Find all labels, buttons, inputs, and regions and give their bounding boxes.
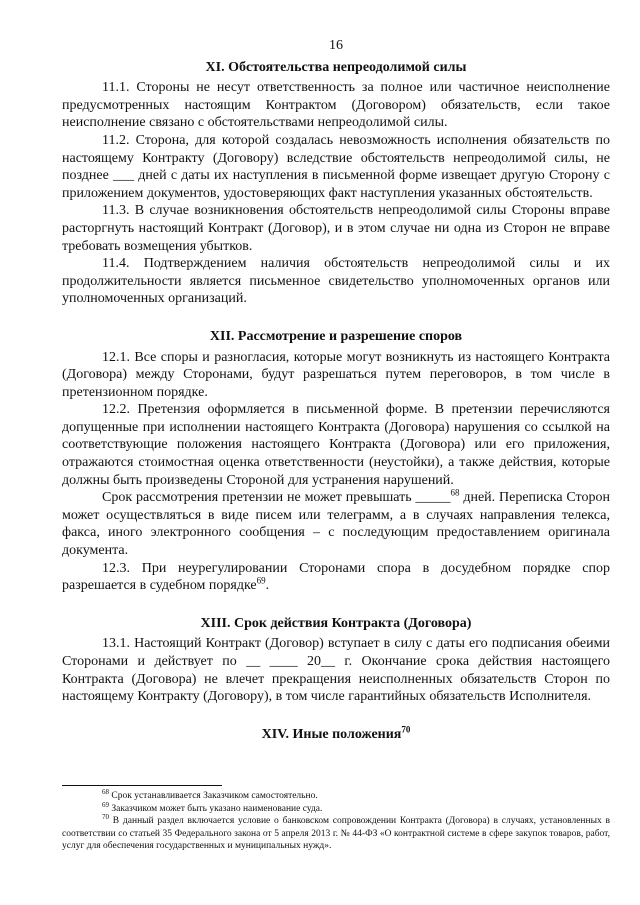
clause-12-3-end: . (265, 578, 270, 594)
clause-12-3 (62, 560, 610, 595)
clause-12-2: 12.2. Претензия оформляется в письменной форме. В претензии перечисляются допущенные при исполнении настоящего Контракта (Договора) нарушения со ссылкой на соответствующие положения настоящего Контракта (Договора) или его приложения, отражаются стоимостная оценка ответственности (неустойки), а также действия, которые должны быть произведены Стороной для устранения нарушений. (62, 402, 610, 488)
footnotes (62, 785, 610, 853)
clause-11-3: 11.3. В случае возникновения обстоятельств непреодолимой силы Стороны вправе расторгнуть настоящий Контракт (Договор), и в этом случае ни одна из Сторон не вправе требовать возмещения убытков. (62, 203, 610, 254)
footnote-divider (62, 785, 222, 786)
clause-11-1: 11.1. Стороны не несут ответственность за полное или частичное неисполнение предусмотренных настоящим Контрактом (Договором) обязательств, если такое неисполнение связано с обстоятельствами непреодолимой силы. (62, 80, 610, 131)
claim-review-text-end: дней. Переписка Сторон может осуществляться в виде писем или телеграмм, а в случаях направления телекса, факса, иного электронного сообщения – с последующим предоставлением оригинала документа. (62, 490, 610, 559)
footnote-69 (62, 800, 610, 816)
footnote-68 (62, 787, 610, 803)
section-12-heading: XII. Рассмотрение и разрешение споров (209, 328, 463, 344)
page-number: 16 (329, 38, 343, 53)
footnote-text: В данный раздел включается условие о банковском сопровождении Контракта (Договора) в случаях, установленных в соответствии со статьей 35 Федерального закона от 5 апреля 2013 г. № 44-ФЗ «О контрактной системе в сфере закупок товаров, работ, услуг для обеспечения государственных и муниципальных нужд». (62, 816, 610, 851)
footnote-ref-69: 69 (256, 575, 266, 586)
footnote-text: Заказчиком может быть указано наименование суда. (109, 803, 323, 814)
claim-review-paragraph (62, 489, 610, 559)
footnote-70 (62, 812, 610, 853)
footnote-text: Срок устанавливается Заказчиком самостоятельно. (109, 791, 318, 801)
footnote-number: 70 (102, 812, 109, 821)
clause-13-1: 13.1. Настоящий Контракт (Договор) вступает в силу с даты его подписания обеими Сторонами и действует по __ ____ 20__ г. Окончание срока действия настоящего Контракта (Договора) не влечет прекращения неисполненных обязательств Сторон по настоящему Контракту (Договору), в том числе гарантийных обязательств Исполнителя. (62, 636, 610, 705)
clause-12-1: 12.1. Все споры и разногласия, которые могут возникнуть из настоящего Контракта (Договора) между Сторонами, будут разрешаться путем переговоров, в том числе в претензионном порядке. (62, 349, 610, 400)
footnote-ref-70: 70 (401, 724, 411, 735)
footnote-number: 69 (102, 800, 109, 809)
section-14-heading (62, 726, 610, 744)
footnote-number: 68 (102, 787, 109, 796)
footnote-ref-68: 68 (450, 487, 460, 498)
clause-11-4: 11.4. Подтверждением наличия обстоятельств непреодолимой силы и их продолжительности является письменное свидетельство уполномоченных органов или уполномоченных организаций. (62, 256, 610, 307)
section-13-heading: XIII. Срок действия Контракта (Договора) (200, 615, 472, 631)
claim-review-text-start: Срок рассмотрения претензии не может превышать _____ (102, 490, 451, 506)
section-14-title: XIV. Иные положения (261, 726, 402, 742)
section-11-heading: XI. Обстоятельства непреодолимой силы (205, 59, 467, 75)
clause-11-2: 11.2. Сторона, для которой создалась невозможность исполнения обязательств по настоящему Контракту (Договору) вследствие обстоятельств непреодолимой силы, не позднее ___ дней с даты их наступления в письменной форме извещает другую Сторону с приложением документов, удостоверяющих факт наступления указанных обстоятельств. (62, 132, 610, 201)
clause-12-3-text: 12.3. При неурегулировании Сторонами спора в досудебном порядке спор разрешается в судебном порядке (62, 560, 610, 594)
